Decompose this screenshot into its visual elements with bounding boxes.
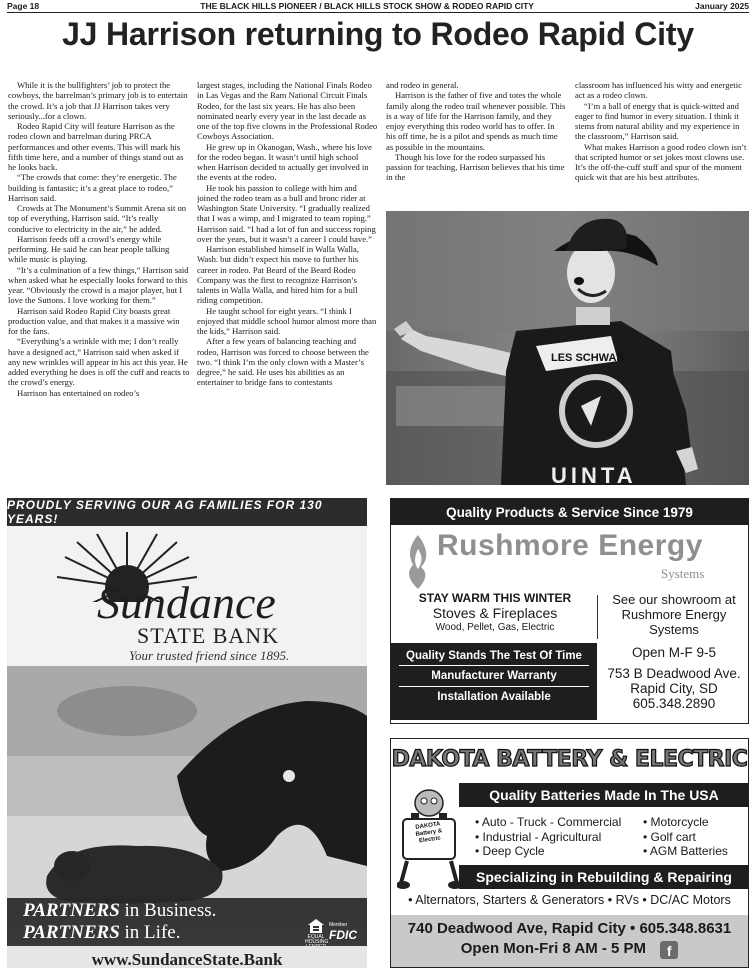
partners-life — [23, 922, 180, 944]
equal-housing-label: EQUAL HOUSING — [305, 934, 329, 945]
paragraph: Harrison has entertained on rodeo’s — [17, 387, 140, 398]
battery-type: • AGM Batteries — [643, 844, 728, 858]
paragraph: Crowds at The Monument’s Summit Arena sit on top of everything, Harrison said. “It’s really conducive to electricity in the air,” he added. — [8, 203, 187, 234]
paragraph: “The crowds that come: they’re energetic. The building is fantastic; it’s a great place to rodeo,” Harrison said. — [8, 172, 177, 203]
battery-type-label: Auto - Truck - Commercial — [481, 815, 622, 829]
paragraph: While it is the bullfighters’ job to protect the cowboys, the barrelman’s primary job is to entertain the crowd. It’s a job that JJ Harrison takes very seriously...for a clown. — [8, 80, 188, 121]
partners-word: PARTNERS — [23, 900, 120, 921]
partners-business-text: in Business. — [124, 900, 217, 921]
paragraph: Harrison said Rodeo Rapid City boasts great production value, and that makes it a massive win for the fans. — [8, 305, 180, 336]
paragraph: “Everything’s a wrinkle with me; I don’t really have a designed act,” Harrison said when asked if any new wrinkles will appear in his act this year. He added everything he does is off the cuff and reacts to the crowd’s energy. — [8, 336, 190, 388]
paragraph: Harrison feeds off a crowd’s energy while performing. He said he can hear people talking while music is playing. — [8, 233, 170, 265]
winter-heading: STAY WARM THIS WINTER — [418, 591, 572, 605]
battery-type-label: Golf cart — [650, 829, 696, 844]
paragraph: and rodeo in general. — [386, 80, 459, 90]
dakota-footer — [391, 915, 748, 967]
rushmore-hours: Open M-F 9-5 — [631, 645, 717, 660]
mascot-label: DAKOTA Battery & Electric — [415, 821, 443, 845]
publication-name: THE BLACK HILLS PIONEER / BLACK HILLS STOCK SHOW & RODEO RAPID CITY — [200, 1, 534, 11]
fdic-label: FDIC — [329, 928, 357, 942]
feature-item: Installation Available — [437, 691, 551, 703]
feature-item: Quality Stands The Test Of Time — [399, 647, 589, 666]
partners-business — [23, 900, 216, 922]
rushmore-products — [397, 591, 593, 633]
sundance-banner: PROUDLY SERVING OUR AG FAMILIES FOR 130 YEARS! — [7, 498, 367, 526]
paragraph: Though his love for the rodeo surpassed his passion for teaching, Harrison believes that his time in the — [386, 151, 565, 183]
stoves-heading: Stoves & Fireplaces — [432, 605, 558, 621]
battery-type: • Deep Cycle — [475, 844, 545, 858]
paragraph: Harrison is the father of five and totes the whole family along the rodeo trail whenever possible. This is a way of life for the Harrison family, and they enjoy everything this rodeo world has to offer. In his off time, he is a pilot and spends as much time as possible in the mountains. — [386, 90, 566, 152]
battery-types-right — [643, 815, 728, 859]
rushmore-energy-ad — [390, 498, 749, 724]
paragraph: After a few years of balancing teaching and rodeo, Harrison was forced to choose between the two. “I think I’m the only clown with a Master’s degree,” he said. He uses his abilities as an entertainer to bridge fans to contestants — [197, 336, 369, 388]
rushmore-phone: 605.348.2890 — [632, 696, 716, 711]
battery-type-label: Deep Cycle — [482, 844, 545, 858]
cattle-photo — [7, 666, 367, 926]
sundance-body — [7, 526, 367, 968]
bank-subname: STATE BANK — [137, 623, 280, 648]
article-column-4 — [575, 80, 750, 206]
battery-type: • Motorcycle — [643, 815, 709, 829]
showroom-text: See our showroom at Rushmore Energy Systems — [612, 592, 736, 637]
article-column-3 — [386, 80, 566, 206]
paragraph: He took his passion to college with him and joined the rodeo team as a bull and bronc rider at Washington State University. “I gradually realized that I was a wimp, and I migrated to team roping.” Harrison said. “I had a lot of fun and success roping over the years, but it wasn’t a career I could have.” — [197, 182, 376, 244]
battery-type: • Golf cart — [643, 829, 696, 844]
jersey-text: LES SCHWAB — [551, 352, 625, 364]
fdic-member: Member — [329, 922, 348, 928]
dakota-services: • Alternators, Starters & Generators • RVs • DC/AC Motors — [408, 893, 731, 907]
rushmore-contact — [601, 645, 747, 711]
specializing-banner: Specializing in Rebuilding & Repairing — [459, 865, 749, 889]
paragraph: “I’m a ball of energy that is quick-witted and eager to find humor in every situation. I think it stems from natural ability and my experience in the classroom,” Harrison said. — [575, 100, 740, 142]
rushmore-name: Rushmore Energy — [437, 529, 703, 562]
rushmore-features — [391, 643, 597, 720]
rushmore-address-1: 753 B Deadwood Ave. — [607, 666, 741, 681]
rodeo-clown-photo — [386, 211, 749, 485]
bank-tagline: Your trusted friend since 1895. — [129, 648, 290, 663]
partners-life-text: in Life. — [124, 922, 181, 943]
bank-name: Sundance — [97, 577, 276, 628]
fdic-logo — [329, 922, 357, 942]
divider — [597, 595, 598, 639]
battery-type-label: Industrial - Agricultural — [482, 829, 602, 844]
battery-type-label: AGM Batteries — [649, 844, 728, 858]
page-number: Page 18 — [7, 1, 40, 11]
dakota-hours: Open Mon-Fri 8 AM - 5 PM — [460, 940, 647, 957]
rushmore-systems: Systems — [661, 566, 705, 581]
dakota-hours-row — [391, 940, 748, 959]
page-header — [7, 1, 749, 13]
headline: JJ Harrison returning to Rodeo Rapid City — [62, 16, 694, 52]
rushmore-address-2: Rapid City, SD — [630, 681, 718, 696]
battery-type: • Industrial - Agricultural — [475, 829, 602, 844]
jersey-bottom-text: UINTA — [551, 463, 637, 485]
dakota-battery-ad — [390, 738, 749, 968]
facebook-icon[interactable]: f — [660, 941, 678, 959]
bank-website-link[interactable]: www.SundanceState.Bank — [7, 946, 367, 968]
dakota-banner: Quality Batteries Made In The USA — [459, 783, 749, 807]
flame-icon — [403, 535, 433, 594]
paragraph: Harrison established himself in Walla Walla, Wash. but didn’t expect his move to further his career in rodeo. Pat Beard of the Beard Rodeo Company was the first to recognize Harrison’s talents in Walla Walla, and hired him for a bull riding competition. — [197, 244, 359, 306]
paragraph: What makes Harrison a good rodeo clown isn’t that scripted humor or set jokes most clowns use. It’s the off-the-cuff stuff and spur of the moment quick wit that are his best attributes. — [575, 141, 747, 183]
dakota-address: 740 Deadwood Ave, Rapid City • 605.348.8631 — [407, 920, 732, 937]
partners-word: PARTNERS — [23, 922, 120, 943]
rushmore-banner: Quality Products & Service Since 1979 — [391, 499, 748, 525]
paragraph: He taught school for eight years. “I think I enjoyed that middle school humor almost more than the kids,” Harrison said. — [197, 305, 377, 336]
paragraph: “It’s a culmination of a few things,” Harrison said when asked what he especially looks forward to this year. “Obviously the crowd is a major player, but I love the Suttons. I love working for them.” — [8, 264, 189, 306]
fuel-types: Wood, Pellet, Gas, Electric — [435, 622, 555, 633]
paragraph: largest stages, including the National Finals Rodeo in Las Vegas and the Ram National Circuit Finals Rodeo, for the last six years. He has also been nominated nearly every year in the last decade as one of the top five clowns in the Professional Rodeo Cowboys Association. — [197, 80, 378, 142]
battery-mascot-icon — [397, 783, 461, 891]
paragraph: He grew up in Okanogan, Wash., where his love for the rodeo began. It wasn’t until high school when Harrison decided to actually get involved in the events at the rodeo. — [197, 141, 372, 183]
paragraph: classroom has influenced his witty and energetic act as a rodeo clown. — [575, 80, 742, 101]
article-column-2 — [197, 80, 379, 482]
battery-type-label: Motorcycle — [650, 815, 709, 829]
battery-types-left — [475, 815, 621, 859]
sundance-bank-ad — [7, 498, 367, 968]
battery-type: • Auto - Truck - Commercial — [475, 815, 622, 829]
article-column-1 — [8, 80, 190, 482]
dakota-name: DAKOTA BATTERY & ELECTRIC — [391, 746, 748, 772]
feature-item: Manufacturer Warranty — [399, 666, 589, 687]
paragraph: Rodeo Rapid City will feature Harrison as the rodeo clown and barrelman during PRCA performances and other events. This will mark his fifth time here, and a number of things stand out as he looks back. — [8, 121, 184, 172]
issue-date: January 2025 — [695, 1, 749, 11]
